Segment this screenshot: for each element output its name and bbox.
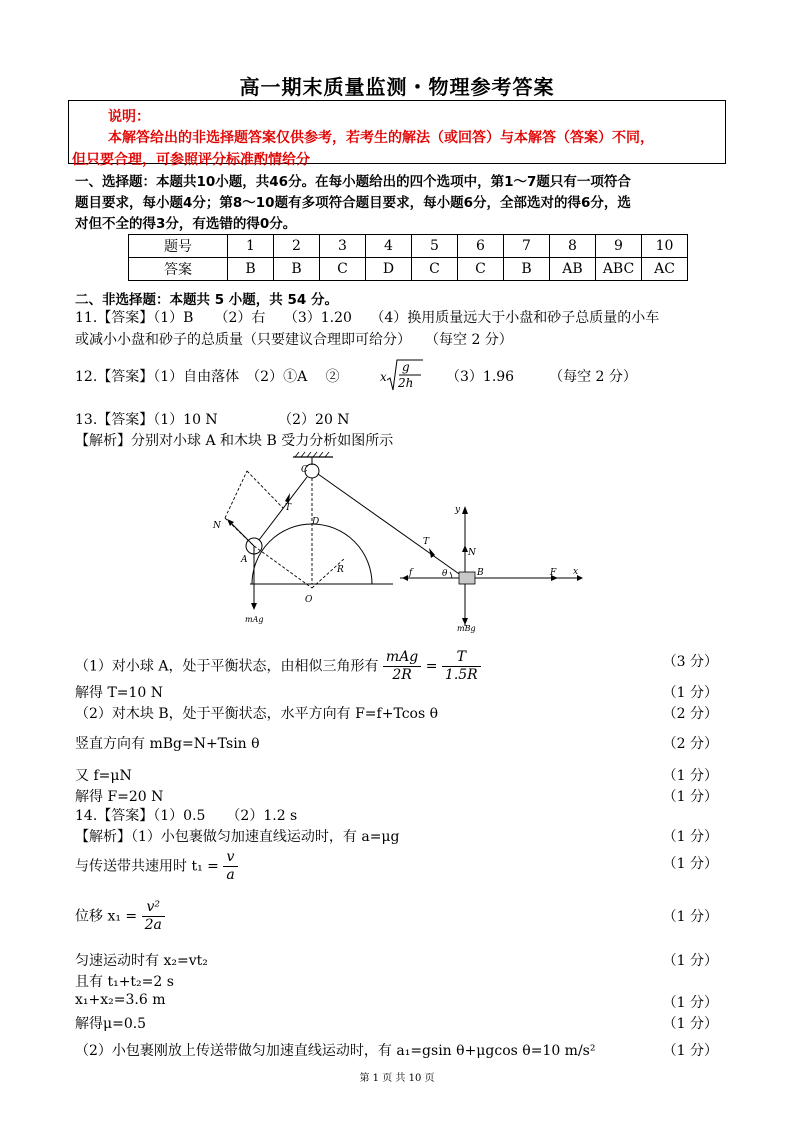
label-theta: θ	[442, 569, 448, 579]
page-title: 高一期末质量监测・物理参考答案	[239, 75, 555, 99]
fraction-denominator: 1.5R	[444, 667, 478, 683]
dashed-parallel-1	[225, 471, 247, 518]
q13-step-3: （2）对木块 B，处于平衡状态，水平方向有 F=f+Tcos θ	[75, 706, 439, 722]
q14-answer: 14.【答案】（1）0.5 （2）1.2 s	[75, 808, 298, 824]
table-cell: C	[412, 258, 458, 281]
label-r: R	[337, 565, 344, 575]
score: （1 分）	[662, 829, 718, 845]
q13-step-6: 解得 F=20 N	[75, 789, 164, 805]
fraction-numerator: v²	[142, 899, 165, 917]
fraction-t-15r	[442, 649, 481, 684]
q13-step-5: 又 f=μN	[75, 768, 132, 784]
label-c: C	[301, 465, 308, 475]
fraction-denominator: a	[226, 867, 235, 883]
section1-line-1: 一、选择题：本题共10小题，共46分。在每小题给出的四个选项中，第1～7题只有一项符合	[75, 174, 631, 190]
table-cell: 6	[458, 235, 504, 258]
q14-step-3-text: 位移 x₁ =	[75, 908, 138, 925]
q13-step-1: （1）对小球 A，处于平衡状态，由相似三角形有 $\frac{\text{mAg}}{2R}$ = $\frac{T}{1.5R}$	[75, 649, 481, 684]
table-cell: 10	[642, 235, 688, 258]
note-line-1: 本解答给出的非选择题答案仅供参考，若考生的解法（或回答）与本解答（答案）不同，	[108, 130, 654, 146]
table-cell: AB	[550, 258, 596, 281]
table-cell: 5	[412, 235, 458, 258]
table-cell: C	[458, 258, 504, 281]
q12-answer-b: （3）1.96 （每空 2 分）	[446, 369, 637, 385]
force-n-a	[231, 523, 254, 546]
label-mag: mAg	[245, 615, 264, 624]
label-mbg: mBg	[457, 624, 476, 633]
note-line-2: 但只要合理，可参照评分标准酌情给分	[72, 152, 310, 168]
page-footer: 第 1 页 共 10 页	[359, 1073, 435, 1084]
score: （3 分）	[662, 654, 718, 670]
table-cell: B	[228, 258, 274, 281]
q12-2h: 2h	[398, 376, 414, 390]
q14-step-2	[75, 849, 238, 884]
q11-line-1: 11.【答案】（1）B （2）右 （3）1.20 （4）换用质量远大于小盘和砂子总质量的小车	[75, 310, 660, 326]
rope-ca	[259, 477, 307, 540]
fraction-v-a	[223, 849, 237, 884]
score: （1 分）	[662, 995, 718, 1011]
score: （2 分）	[662, 736, 718, 752]
arrowhead-f	[402, 575, 408, 581]
score: （1 分）	[662, 1043, 718, 1059]
table-header-number: 题号	[129, 235, 228, 258]
q12-g: g	[402, 360, 410, 374]
table-cell: B	[504, 258, 550, 281]
angle-arc	[450, 572, 452, 578]
q14-step-2-text: 与传送带共速用时 t₁ =	[75, 858, 219, 875]
label-t2: T	[423, 537, 430, 547]
score: （1 分）	[662, 1016, 718, 1032]
score: （1 分）	[662, 856, 718, 872]
table-header-answer: 答案	[129, 258, 228, 281]
q11-line-2: 或减小小盘和砂子的总质量（只要建议合理即可给分） （每空 2 分）	[75, 332, 513, 348]
answer-table-row-numbers	[129, 235, 688, 258]
table-cell: 7	[504, 235, 550, 258]
q14-step-5: 且有 t₁+t₂=2 s	[75, 974, 174, 990]
table-cell: ABC	[596, 258, 642, 281]
q13-step-4: 竖直方向有 mBg=N+Tsin θ	[75, 736, 260, 752]
q13-step-1-text: （1）对小球 A，处于平衡状态，由相似三角形有	[75, 658, 379, 675]
score: （1 分）	[662, 685, 718, 701]
q14-step-6: x₁+x₂=3.6 m	[75, 992, 166, 1008]
q12-x: x	[380, 370, 387, 384]
fraction-numerator: v	[223, 849, 237, 867]
label-d: D	[312, 517, 320, 527]
ceiling-hatch	[295, 452, 329, 457]
dashed-parallel-2	[247, 471, 283, 508]
rope-cb	[318, 474, 462, 576]
label-n1: N	[213, 521, 221, 531]
score: （1 分）	[662, 953, 718, 969]
q13-analysis: 【解析】分别对小球 A 和木块 B 受力分析如图所示	[75, 433, 394, 449]
q13-answer: 13.【答案】（1）10 N （2）20 N	[75, 412, 350, 428]
section2-heading: 二、非选择题：本题共 5 小题，共 54 分。	[75, 292, 338, 308]
label-b: B	[477, 568, 484, 578]
q14-step-1: 【解析】（1）小包裹做匀加速直线运动时，有 a=μg	[75, 829, 400, 845]
answer-table	[128, 234, 688, 281]
table-cell: 9	[596, 235, 642, 258]
label-o: O	[305, 595, 313, 605]
arrowhead	[251, 603, 257, 610]
label-F: F	[550, 568, 557, 578]
table-cell: AC	[642, 258, 688, 281]
label-n2: N	[468, 548, 476, 558]
label-y: y	[455, 505, 461, 515]
note-heading: 说明：	[108, 109, 150, 125]
table-cell: D	[366, 258, 412, 281]
dashed-ao	[254, 546, 312, 588]
label-x: x	[573, 567, 579, 577]
block-b	[459, 572, 475, 584]
table-cell: 8	[550, 235, 596, 258]
table-cell: 3	[320, 235, 366, 258]
fraction-denominator: 2R	[392, 667, 412, 683]
label-a: A	[241, 555, 248, 565]
q14-step-8: （2）小包裹刚放上传送带做匀加速直线运动时，有 a₁=gsin θ+μgcos θ=10 m/s²	[75, 1043, 596, 1059]
score: （1 分）	[662, 789, 718, 805]
label-f: f	[409, 568, 413, 578]
fraction-v2-2a	[142, 899, 165, 934]
arrowhead	[285, 493, 290, 503]
fraction-denominator: 2a	[144, 917, 162, 933]
score: （2 分）	[662, 706, 718, 722]
fraction-numerator: mAg	[383, 649, 421, 667]
q12-formula	[380, 358, 424, 392]
force-diagram	[195, 448, 590, 638]
answer-table-row-answers	[129, 258, 688, 281]
label-t1: T	[285, 503, 292, 513]
table-cell: 2	[274, 235, 320, 258]
score: （1 分）	[662, 768, 718, 784]
arrowhead	[462, 506, 468, 514]
q14-step-7: 解得μ=0.5	[75, 1016, 147, 1032]
q13-step-2: 解得 T=10 N	[75, 685, 164, 701]
q14-step-4: 匀速运动时有 x₂=vt₂	[75, 953, 208, 969]
q12-answer-a: 12.【答案】（1）自由落体 （2）①A ②	[75, 369, 340, 385]
section1-line-3: 对但不全的得3分，有选错的得0分。	[75, 216, 297, 232]
table-cell: C	[320, 258, 366, 281]
table-cell: B	[274, 258, 320, 281]
table-cell: 4	[366, 235, 412, 258]
q14-step-3	[75, 899, 165, 934]
section1-line-2: 题目要求，每小题4分；第8～10题有多项符合题目要求，每小题6分，全部选对的得6分，选	[75, 195, 631, 211]
fraction-mag-2r	[383, 649, 421, 684]
fraction-numerator: T	[442, 649, 481, 667]
score: （1 分）	[662, 909, 718, 925]
table-cell: 1	[228, 235, 274, 258]
